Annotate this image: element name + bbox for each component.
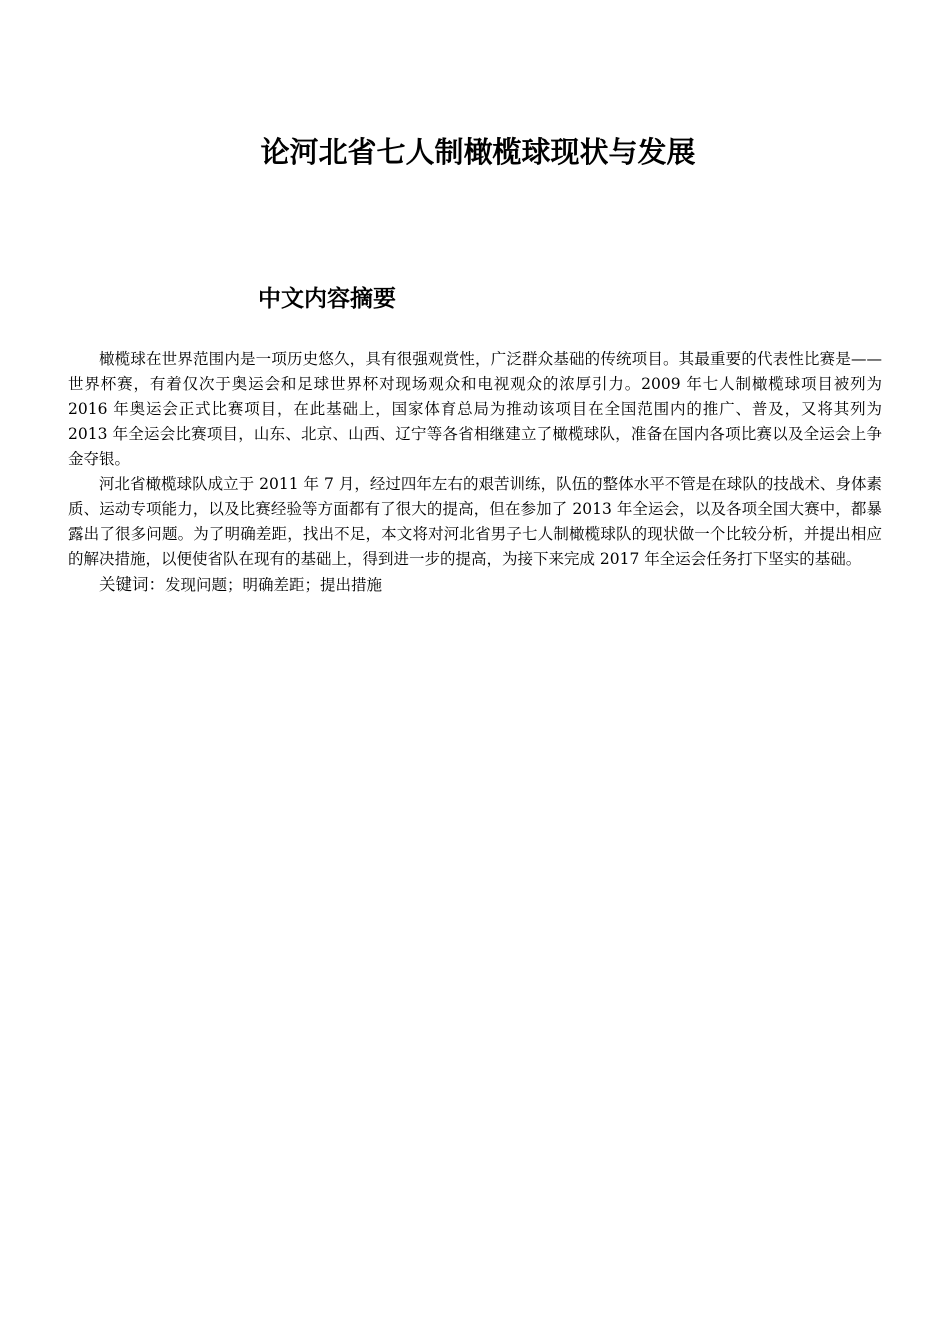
keywords-label: 关键词：	[99, 575, 165, 594]
keywords-text: 发现问题；明确差距；提出措施	[165, 576, 383, 594]
document-title: 论河北省七人制橄榄球现状与发展	[260, 135, 696, 169]
abstract-paragraph-2: 河北省橄榄球队成立于 2011 年 7 月，经过四年左右的艰苦训练，队伍的整体水平不管是在球队的技战术、身体素质、运动专项能力，以及比赛经验等方面都有了很大的提高，但在参加了 2013 年全运会，以及各项全国大赛中，都暴露出了很多问题。为了明确差距，找出不足，本文将对河北省男子七人制橄榄球队的现状做一个比较分析，并提出相应的解决措施，以便使省队在现有的基础上，得到进一步的提高，为接下来完成 2017 年全运会任务打下坚实的基础。	[68, 475, 882, 568]
abstract-body	[68, 347, 882, 598]
abstract-paragraph-1: 橄榄球在世界范围内是一项历史悠久，具有很强观赏性，广泛群众基础的传统项目。其最重要的代表性比赛是——世界杯赛，有着仅次于奥运会和足球世界杯对现场观众和电视观众的浓厚引力。2009 年七人制橄榄球项目被列为 2016 年奥运会正式比赛项目，在此基础上，国家体育总局为推动该项目在全国范围内的推广、普及，又将其列为 2013 年全运会比赛项目，山东、北京、山西、辽宁等各省相继建立了橄榄球队，准备在国内各项比赛以及全运会上争金夺银。	[68, 350, 882, 468]
keywords-line	[68, 572, 882, 598]
abstract-heading: 中文内容摘要	[258, 286, 396, 312]
